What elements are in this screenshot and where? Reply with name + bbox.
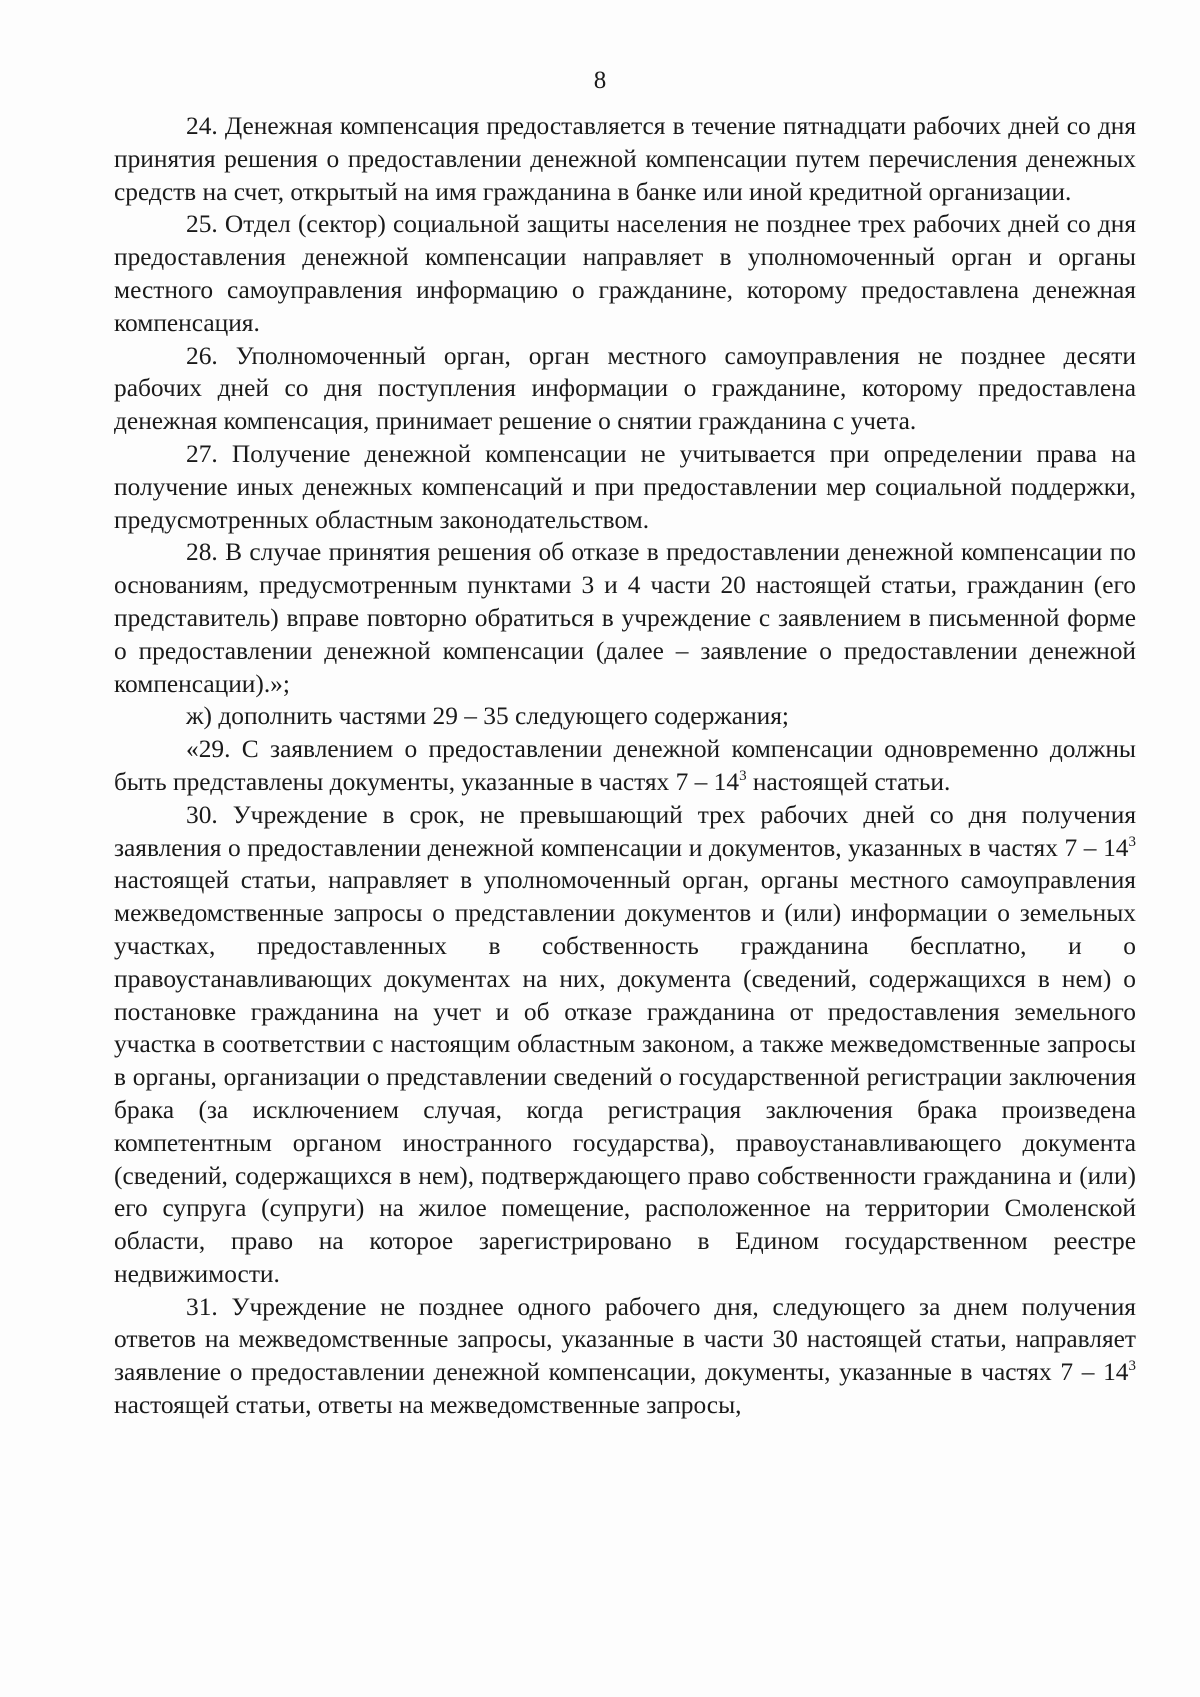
paragraph-24: 24. Денежная компенсация предоставляется в течение пятнадцати рабочих дней со дня принятия решения о предоставлении денежной компенсации путем перечисления денежных средств на счет, открытый на имя гражданина в банке или иной кредитной организации. (114, 112, 1136, 206)
superscript: 3 (1128, 1358, 1136, 1375)
superscript: 3 (1128, 833, 1136, 850)
paragraph-27: 27. Получение денежной компенсации не учитывается при определении права на получение иных денежных компенсаций и при предоставлении мер социальной поддержки, предусмотренных областным законодательством. (114, 439, 1136, 534)
paragraph-26: 26. Уполномоченный орган, орган местного самоуправления не позднее десяти рабочих дней со дня поступления информации о гражданине, которому предоставлена денежная компенсация, принимает решение о снятии гражданина с учета. (114, 341, 1136, 436)
paragraph-29: «29. С заявлением о предоставлении денежной компенсации одновременно должны быть представлены документы, указанные в частях $7 - 14^3$ настоящей статьи. (114, 735, 1136, 796)
superscript: 3 (739, 767, 747, 784)
paragraph-28: 28. В случае принятия решения об отказе в предоставлении денежной компенсации по основаниям, предусмотренным пунктами 3 и 4 части 20 настоящей статьи, гражданин (его представитель) вправе повторно обратиться в учреждение с заявлением в письменной форме о предоставлении денежной компенсации (далее – заявление о предоставлении денежной компенсации).»; (114, 538, 1136, 698)
paragraph-31: 31. Учреждение не позднее одного рабочего дня, следующего за днем получения ответов на межведомственные запросы, указанные в части 30 настоящей статьи, направляет заявление о предоставлении денежной компенсации, документы, указанные в частях $7 - 14^3$ настоящей статьи, ответы на межведомственные запросы, (114, 1292, 1136, 1420)
page-number: 8 (593, 67, 607, 94)
paragraph-25: 25. Отдел (сектор) социальной защиты населения не позднее трех рабочих дней со дня предоставления денежной компенсации направляет в уполномоченный орган и органы местного самоуправления информацию о гражданине, которому предоставлена денежная компенсация. (114, 210, 1136, 337)
paragraph-30: 30. Учреждение в срок, не превышающий трех рабочих дней со дня получения заявления о предоставлении денежной компенсации и документов, указанных в частях $7 - 14^3$ настоящей статьи, направляет в уполномоченный орган, органы местного самоуправления межведомственные запросы о представлении документов и (или) информации о земельных участках, предоставленных в собственность гражданина бесплатно, и о правоустанавливающих документах на них, документа (сведений, содержащихся в нем) о постановке гражданина на учет и об отказе гражданина от предоставления земельного участка в соответствии с настоящим областным законом, а также межведомственные запросы в органы, организации о представлении сведений о государственной регистрации заключения брака (за исключением случая, когда регистрация заключения брака произведена компетентным органом иностранного государства), правоустанавливающего документа (сведений, содержащихся в нем), подтверждающего право собственности гражданина и (или) его супруга (супруги) на жилое помещение, расположенное на территории Смоленской области, право на которое зарегистрировано в Едином государственном реестре недвижимости. (114, 800, 1136, 1288)
document-body (114, 110, 1136, 1422)
paragraph-zh: ж) дополнить частями 29 – 35 следующего содержания; (186, 702, 789, 731)
